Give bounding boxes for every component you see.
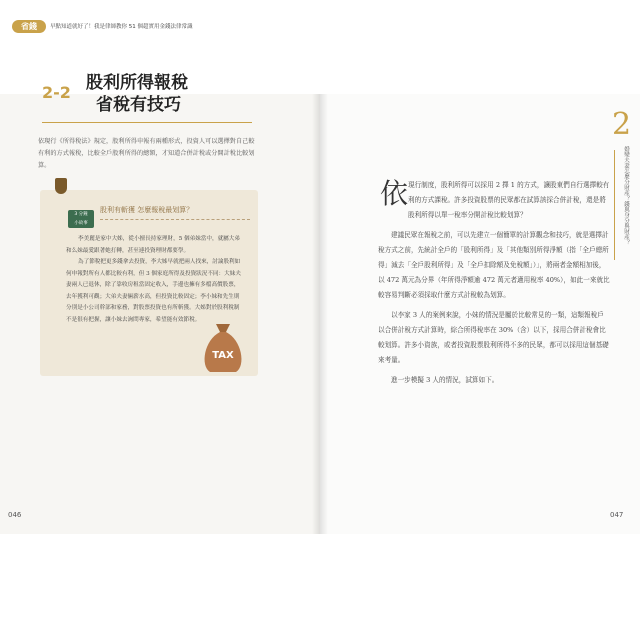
story-title: 股利有斬獲 怎麼報稅最划算？ [100, 206, 194, 214]
chapter-side-title: 婚變夫妻怎麼分財產？錢與身分與財產？ [623, 146, 629, 245]
section-title-line-1: 股利所得報稅 [86, 73, 188, 93]
header-logo: 省錢 [12, 20, 46, 33]
section-divider [42, 122, 252, 123]
story-paragraph-1: 李美麗是家中大姊，從小擅長持家理財，5 個弟妹當中，就屬大弟和么妹最愛跟著她打轉，甚至連投資理財都要學。 [66, 236, 240, 254]
body-paragraph-1: 現行制度，股利所得可以採用 2 擇 1 的方式，讓股東們自行選擇較有利的方式課稅。許多投資股票的民眾都在試算該採合併計稅，還是將股利所得以單一稅率分開計稅比較划算？ [408, 181, 610, 219]
tax-bag-label: TAX [212, 350, 234, 361]
section-title [86, 72, 246, 116]
section-intro: 依現行《所得稅法》規定，股利所得申報有兩種形式，投資人可以選擇對自己較有利的方式報稅，比較全戶股利所得的總額，才知道合併計稅或分開計稅比較划算。 [38, 138, 255, 169]
badge-line-2: 小故事 [74, 221, 88, 226]
drop-cap: 依 [380, 177, 409, 210]
body-paragraph-2: 建議民眾在報稅之前，可以先建立一個簡單的計算觀念和技巧，就是選擇計稅方式之前，先統計全戶的「股利所得」及「其他類別所得淨額（指「全戶總所得」減去「全戶股利所得」及「全戶扣除額及免稅額」）」，將兩者金額相加後，以 472 萬元為分界（年所得淨額逾 472 萬元者適用稅率 40%），如此一來就比較容易判斷必須採取什麼方式計稅較為划算。 [378, 231, 610, 299]
section-number: 2-2 [42, 83, 71, 102]
story-divider [100, 219, 250, 220]
story-body [66, 234, 242, 326]
running-title: 早點知道就好了！我是律師教你 51 個超實用金錢法律常識 [50, 24, 193, 30]
story-paragraph-2: 為了節稅把更多錢拿去投資，李大姊早就把兩人找來，討論股利如何申報對所有人都比較有利，但 3 個家庭所得及投資狀況不同：大妹夫妻兩人已退休，除了靠收房租當固定收入，手邊也擁有多檔高價股票，去年獲利可觀；大弟夫妻倆薪水高，但投資比較固定；李小妹和先生則分別是小公司幹部和家務，對股票投資也有所斬獲。大姊對於股利稅制不是很有把握，讓小妹去詢問專家，希望能有效節稅。 [66, 259, 241, 323]
story-badge [68, 210, 94, 228]
tax-bag-icon [196, 318, 250, 374]
page-number-left: 046 [8, 511, 22, 519]
book-gutter [312, 94, 328, 534]
right-body-text [378, 178, 610, 393]
gavel-icon [55, 178, 67, 194]
body-paragraph-4: 進一步模擬 3 人的情況，試算如下。 [391, 376, 499, 384]
chapter-number: 2 [612, 107, 632, 142]
body-paragraph-3: 以李家 3 人的案例來說，小妹的情況是屬於比較常見的一類，這類報稅戶以合併計稅方式計算時，綜合所得稅率在 30%（含）以下，採用合併計稅會比較划算。許多小資族，或者投資股票股利所得不多的民眾，都可以採用這個基礎來考量。 [378, 311, 609, 364]
page-number-right: 047 [610, 511, 624, 519]
section-title-line-2: 省稅有技巧 [96, 95, 181, 115]
chapter-rule [614, 150, 615, 260]
badge-line-1: 3 分鐘 [74, 212, 88, 217]
